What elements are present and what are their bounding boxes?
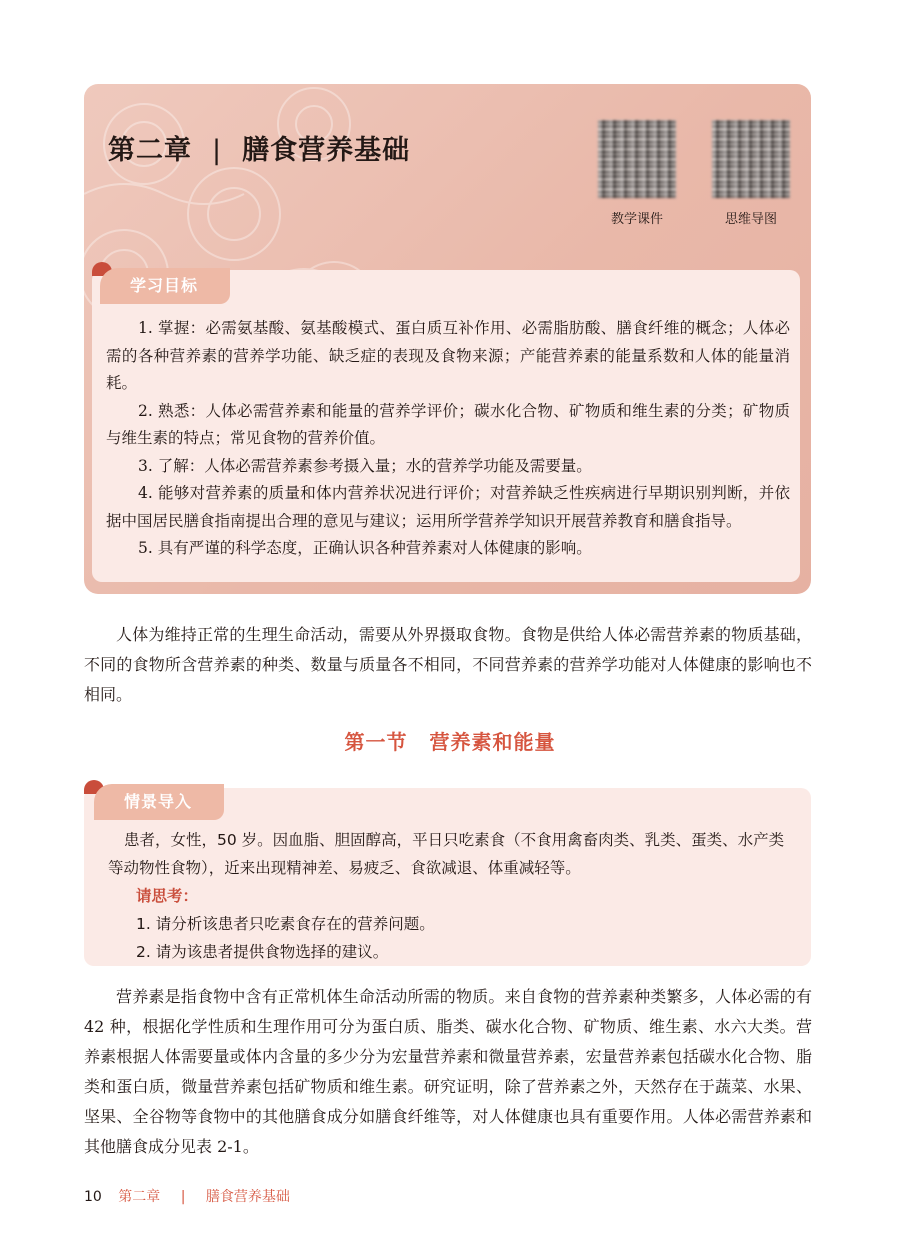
qr-mind-map[interactable] [706, 120, 796, 227]
case-description: 患者，女性，50 岁。因血脂、胆固醇高，平日只吃素食（不食用禽畜肉类、乳类、蛋类、水产类等动物性食物），近来出现精神差、易疲乏、食欲减退、体重减轻等。 [108, 831, 785, 877]
chapter-name: 膳食营养基础 [242, 135, 411, 166]
section-title [0, 726, 900, 755]
objective-item: 5. 具有严谨的科学态度，正确认识各种营养素对人体健康的影响。 [138, 539, 592, 557]
objective-item: 3. 了解：人体必需营养素参考摄入量；水的营养学功能及需要量。 [138, 456, 592, 475]
learning-objectives-tab: 学习目标 [100, 268, 230, 304]
question-item: 1. 请分析该患者只吃素食存在的营养问题。 [136, 915, 435, 933]
title-separator: | [212, 135, 223, 166]
objective-item: 2. 熟悉：人体必需营养素和能量的营养学评价；碳水化合物、矿物质和维生素的分类；矿物质与维生素的特点；常见食物的营养价值。 [106, 401, 790, 447]
question-item: 2. 请为该患者提供食物选择的建议。 [136, 943, 389, 961]
footer-chapter: 第二章 [118, 1189, 161, 1205]
body-text: 营养素是指食物中含有正常机体生命活动所需的物质。来自食物的营养素种类繁多，人体必需的有 42 种，根据化学性质和生理作用可分为蛋白质、脂类、碳水化合物、矿物质、维生素、水六大类。营养素根据人体需要量或体内含量的多少分为宏量营养素和微量营养素，宏量营养素包括碳水化合物、脂类和蛋白质，微量营养素包括矿物质和维生素。研究证明，除了营养素之外，天然存在于蔬菜、水果、坚果、全谷物等食物中的其他膳食成分如膳食纤维等，对人体健康也具有重要作用。人体必需营养素和其他膳食成分见表 2-1。 [84, 987, 812, 1156]
body-paragraph [84, 982, 812, 1162]
chapter-number: 第二章 [108, 135, 192, 166]
qr-label: 教学课件 [610, 212, 663, 227]
qr-teaching-courseware[interactable] [592, 120, 682, 227]
qr-code-icon [598, 120, 676, 198]
chapter-title [108, 128, 410, 167]
objective-item: 1. 掌握：必需氨基酸、氨基酸模式、蛋白质互补作用、必需脂肪酸、膳食纤维的概念；人体必需的各种营养素的营养学功能、缺乏症的表现及食物来源；产能营养素的能量系数和人体的能量消耗。 [106, 319, 790, 392]
objective-item: 4. 能够对营养素的质量和体内营养状况进行评价；对营养缺乏性疾病进行早期识别判断，并依据中国居民膳食指南提出合理的意见与建议；运用所学营养学知识开展营养教育和膳食指导。 [106, 484, 790, 530]
page-footer [84, 1186, 290, 1206]
page-number: 10 [84, 1189, 102, 1205]
footer-separator: | [180, 1189, 186, 1205]
qr-label: 思维导图 [724, 212, 777, 227]
section-name: 营养素和能量 [429, 730, 556, 754]
footer-title: 膳食营养基础 [205, 1189, 290, 1205]
intro-text: 人体为维持正常的生理生命活动，需要从外界摄取食物。食物是供给人体必需营养素的物质基础，不同的食物所含营养素的种类、数量与质量各不相同，不同营养素的营养学功能对人体健康的影响也不相同。 [84, 625, 812, 704]
scenario-tab: 情景导入 [94, 784, 224, 820]
learning-objectives-list [106, 315, 790, 563]
think-label: 请思考： [136, 887, 199, 905]
section-number: 第一节 [344, 730, 408, 754]
intro-paragraph [84, 620, 812, 710]
scenario-content [108, 826, 798, 966]
qr-code-icon [712, 120, 790, 198]
